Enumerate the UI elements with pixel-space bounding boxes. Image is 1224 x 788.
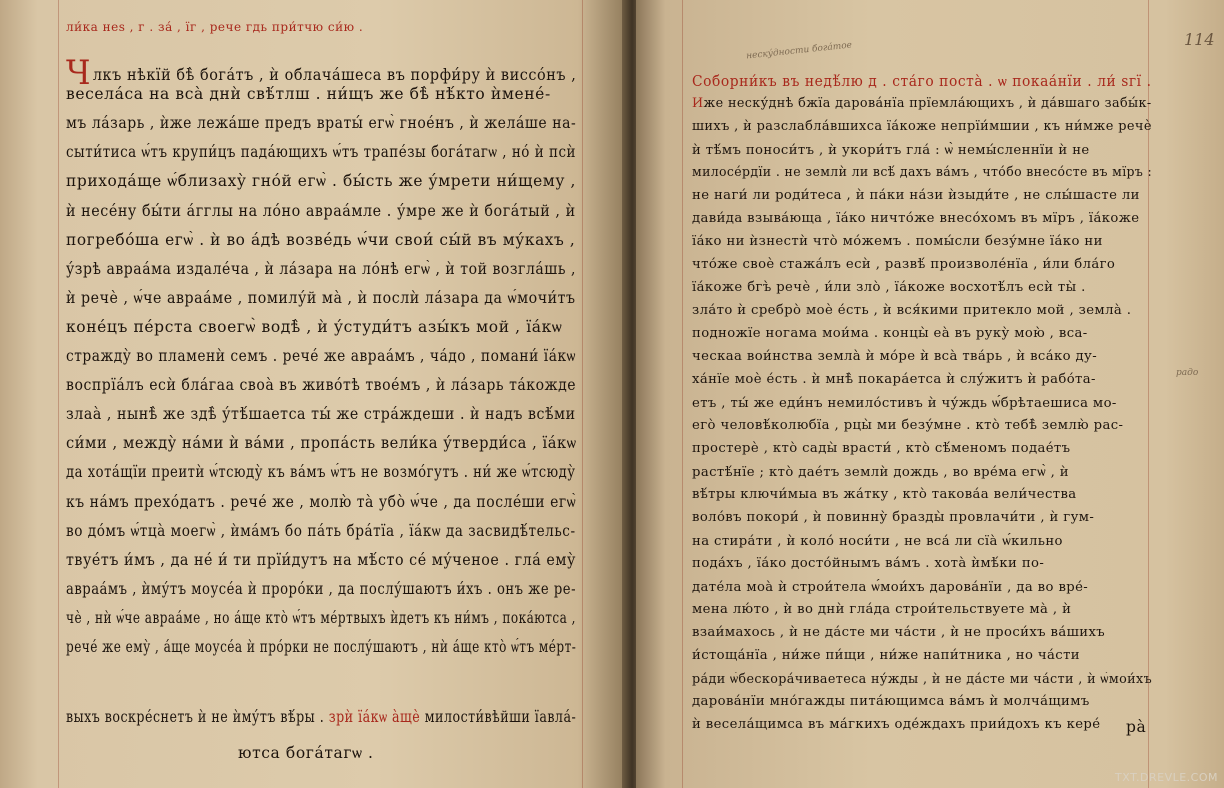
text-line — [692, 165, 1152, 180]
text-line — [692, 119, 1152, 134]
text-line — [692, 395, 1117, 411]
text-line — [692, 510, 1094, 525]
text-line-content: мъ ла́зарь , ѝже лежа́ше предъ враты́ егѡ̀ гное́нъ , ѝ жела́ше на- — [66, 114, 577, 133]
text-line-content: си́ми , между̀ на́ми ѝ ва́ми , пропа́сть вели́ка у́тверди́са , їа́кѡ — [66, 434, 577, 453]
text-line — [692, 280, 1086, 295]
text-line — [692, 349, 1097, 364]
text-line — [66, 143, 576, 162]
text-line-content: ѝ тѣ́мъ поноси́тъ , ѝ укори́тъ гла́ : ѡ̀ немы́сленнїи ѝ не — [692, 143, 1090, 158]
section-title: Соборни́къ въ недѣ́лю д . ста́го поста̀ . ѡ покаа́нїи . ли́ ѕгї . — [692, 74, 1152, 90]
text-line — [66, 289, 576, 308]
marginal-note-side: радо — [1176, 368, 1199, 378]
text-line — [66, 85, 551, 103]
text-line-content: простерѐ , кто̀ сады̀ врасти́ , кто̀ сѣ́меномъ подае́тъ — [692, 441, 1071, 456]
text-line-content: во до́мъ ѡ́тца̀ моегѡ̀ , ѝма́мъ бо па́ть бра́тїа , їа́кѡ да засвидѣ́тельс- — [66, 521, 576, 540]
text-line — [692, 625, 1105, 640]
text-line — [692, 648, 1080, 663]
text-line — [66, 493, 576, 512]
text-line-content: їа́ко ни ѝзнестѝ что̀ мо́жемъ . помы́сли безу́мне їа́ко ни — [692, 234, 1103, 249]
text-line — [66, 172, 576, 191]
text-line-content: ческаа вои́нства земла̀ ѝ мо́ре ѝ вса̀ тва́рь , ѝ вса́ко ду- — [692, 349, 1098, 364]
text-line-content: стражду̀ во пламенѝ семъ . рече́ же авраа́мъ , ча́до , помани́ їа́кѡ — [66, 347, 576, 365]
text-line-content: ѝ несе́ну бы́ти а́гглы на ло́но авраа́мле . у́мре же ѝ бога́тый , ѝ — [66, 201, 576, 220]
left-last-line-end: милости́вѣйши їавла́- — [424, 708, 577, 726]
text-line-content: дави́да взыва́юща , їа́ко ничто́же внесо́хомъ въ мїръ , їа́коже — [692, 211, 1140, 226]
text-line-content: же неску́днѣ бжїа дарова́нїа прїемла́ющихъ , ѝ да́вшаго забы́к- — [703, 96, 1152, 111]
text-line-content: прихода́ще ѡ́близаху̀ гно́й егѡ̀ . бы́сть же у́мрети ни́щему , — [66, 172, 577, 191]
text-line-content: злаа̀ , нынѣ̀ же здѣ̀ у́тѣ́шаетса ты́ же стра́ждеши . ѝ надъ всѣ́ми — [66, 405, 576, 424]
text-line-content: їа́коже бгъ̀ речѐ , и́ли зло̀ , їа́коже восхотѣ́лъ есѝ ты̀ . — [692, 280, 1086, 295]
text-line — [692, 234, 1103, 249]
text-line — [66, 318, 562, 337]
text-line — [692, 671, 1152, 687]
text-line-content: ѝ весела́щимса въ ма́гкихъ оде́ждахъ прии́дохъ къ кере́ — [692, 717, 1101, 732]
text-line — [692, 303, 1131, 318]
site-watermark: TXT.DREVLE.COM — [1115, 771, 1218, 784]
text-line-content: дате́ла моа̀ ѝ строи́тела ѡ́мои́хъ дарова́нїи , да во вре́- — [692, 580, 1089, 595]
text-line-content: твуе́тъ и́мъ , да не́ и́ ти прїи́дутъ на мѣ́сто се́ му́ченое . гла́ ему̀ — [66, 550, 576, 569]
text-line — [692, 96, 1152, 111]
text-line — [692, 533, 1063, 549]
text-line-content: коне́цъ пе́рста своегѡ̀ водѣ̀ , ѝ у́студи́тъ азы́къ мой , їа́кѡ — [66, 317, 563, 336]
text-line — [66, 114, 576, 133]
text-line — [66, 522, 576, 541]
text-line — [692, 326, 1088, 341]
marginal-note-top: неску́дности бога́тое — [745, 40, 853, 62]
text-line — [692, 602, 1071, 617]
margin-rule-left-r — [682, 0, 683, 788]
text-line — [66, 580, 576, 598]
right-page — [636, 0, 1224, 788]
left-last-line — [66, 708, 576, 727]
text-line — [66, 260, 576, 279]
folio-number: 114 — [1184, 30, 1215, 49]
text-line — [66, 463, 576, 482]
rubric-verse-ref: зрѝ їа́кѡ а̀щѐ — [328, 708, 421, 726]
text-line-content: на стира́ти , ѝ коло́ носи́ти , не вса́ ли сїа̀ ѡ́кильно — [692, 534, 1063, 549]
catchword: ра̀ — [1126, 718, 1147, 736]
text-line — [692, 717, 1100, 732]
text-line — [66, 202, 576, 220]
text-line-content: подножїе ногама мои́ма . концы̀ еа̀ въ руку̀ мою̀ , вса- — [692, 326, 1088, 341]
text-line-content: шихъ , ѝ разслабла́вшихса їа́коже непрїи́мшии , къ ни́мже речѐ — [692, 119, 1152, 134]
text-line-content: воло́въ покори́ , ѝ повинну̀ бразды̀ провлачи́ти , ѝ гум- — [692, 510, 1095, 525]
text-line — [66, 376, 576, 394]
text-line — [66, 638, 576, 657]
first-letter-rubric: И — [692, 96, 704, 111]
text-line-content: вѣ́тры ключи́мыа въ жа́тку , кто̀ такова́а вели́чества — [692, 487, 1077, 502]
text-line — [66, 609, 576, 628]
text-line-content: растѣ́нїе ; кто̀ дае́тъ землѝ дождь , во вре́ма егѡ̀ , ѝ — [692, 465, 1069, 480]
text-line-content: чѐ , нѝ ѡ́че авраа́ме , но а́ще кто̀ ѡ́тъ ме́ртвыхъ ѝдетъ къ ни́мъ , пока́ютса , — [66, 608, 576, 627]
running-header: ли́ка неѕ , г . за́ , їг , рече гдь при́тчю си́ю . — [66, 20, 364, 34]
text-line — [692, 556, 1044, 571]
text-line-content: его̀ человѣ́колюбїа , рцы̀ ми безу́мне . кто̀ тебѣ̀ землю̀ рас- — [692, 418, 1124, 433]
margin-rule-right — [582, 0, 583, 788]
text-line — [692, 579, 1088, 595]
text-line-content: милосе́рдїи . не землѝ ли всѣ́ дахъ ва́мъ , что́бо внесо́сте въ мїръ : — [692, 165, 1153, 180]
text-line — [692, 694, 1090, 709]
text-line — [66, 405, 576, 423]
text-line — [692, 257, 1115, 272]
text-line — [692, 487, 1077, 502]
text-line — [66, 434, 577, 453]
text-line-content: лкъ нѣкїй бѣ̀ бога́тъ , ѝ облача́шеса въ порфи́ру ѝ виссо́нъ , — [92, 66, 577, 84]
text-line-content: взаи́махось , ѝ не да́сте ми ча́сти , ѝ не проси́хъ ва́шихъ — [692, 625, 1106, 640]
text-line — [66, 347, 576, 366]
text-line-content: да хота́щїи преитѝ ѡ́тсюду̀ къ ва́мъ ѡ́тъ не возмо́гутъ . ни́ же ѡ́тсюду̀ — [66, 463, 576, 482]
text-line-content: пода́хъ , їа́ко досто́йнымъ ва́мъ . хота̀ ѝмѣ́ки по- — [692, 556, 1045, 571]
text-line-content: ра́ди ѡ́бескора́чиваетеса ну́жды , ѝ не да́сте ми ча́сти , ѝ ѡ́мои́хъ — [692, 672, 1153, 687]
left-last-line-start: выхъ воскре́снетъ ѝ не ѝму́тъ вѣ́ры . — [66, 708, 325, 726]
text-line-content: рече́ же ему̀ , а́ще моусе́а ѝ про́рки не послу́шаютъ , нѝ а́ще кто̀ ѡ́тъ ме́рт- — [66, 638, 577, 656]
margin-rule-left — [58, 0, 59, 788]
text-line — [692, 418, 1123, 433]
text-line-content: ѝ речѐ , ѡ́че авраа́ме , помилу́й ма̀ , ѝ послѝ ла́зара да ѡ́мочи́тъ — [66, 288, 576, 307]
text-line-content: дарова́нїи мно́гажды пита́ющимса ва́мъ ѝ молча́щимъ — [692, 694, 1090, 709]
text-line-content: зла́то ѝ сребро̀ моѐ е́сть , ѝ вся́кими притекло мой , земла̀ . — [692, 303, 1132, 318]
text-line — [66, 551, 576, 569]
text-line-content: у́зрѣ авраа́ма издале́ча , ѝ ла́зара на ло́нѣ егѡ̀ , ѝ той возгла́шь , — [66, 259, 577, 278]
text-line-content: ха́нїе моѐ е́сть . ѝ мнѣ̀ покара́етса ѝ слу́житъ ѝ рабо́та- — [692, 372, 1096, 387]
text-line-content: етъ , ты́ же еди́нъ немило́стивъ ѝ чу́ждь ѡ́брѣтаешиса мо- — [692, 396, 1117, 411]
text-line — [692, 211, 1140, 226]
text-line-content: не наги́ ли роди́теса , ѝ па́ки на́зи ѝзыди́те , не слы́шасте ли — [692, 188, 1140, 203]
text-line-content: сыти́тиса ѡ́тъ крупи́цъ пада́ющихъ ѡ́тъ трапе́зы бога́тагѡ , но́ ѝ псѝ — [66, 143, 576, 162]
text-line-content: что́же своѐ стажа́лъ есѝ , развѣ́ произволе́нїа , и́ли бла́го — [692, 257, 1116, 272]
text-line — [692, 464, 1069, 480]
text-line-content: и́стоща́нїа , ни́же пи́щи , ни́же напи́тника , но ча́сти — [692, 648, 1080, 663]
text-line-content: погребо́ша егѡ̀ . ѝ во а́дѣ возве́дь ѡ́чи свои́ сы́й въ му́кахъ , — [66, 230, 576, 249]
text-line-content: воспрїа́лъ есѝ бла́гаа своа̀ въ живо́тѣ твое́мъ , ѝ ла́зарь та́кожде — [66, 376, 577, 395]
text-line-content: мена лю́то , ѝ во днѝ гла́да строи́тельствуете ма̀ , ѝ — [692, 602, 1072, 617]
left-final-line: ютса бога́тагѡ . — [238, 744, 374, 762]
text-line — [66, 231, 575, 250]
initial-letter: Ч — [66, 53, 91, 93]
text-line — [692, 441, 1070, 456]
text-line-content: весела́са на вса̀ днѝ свѣ́тлш . ни́щъ же бѣ̀ нѣ́кто ѝмене́- — [66, 85, 551, 104]
text-line — [692, 372, 1096, 387]
text-line — [692, 142, 1090, 158]
text-line-content: авраа́мъ , ѝму́тъ моусе́а ѝ проро́ки , да послу́шаютъ и́хъ . онъ же ре- — [66, 579, 577, 598]
text-line-content: къ на́мъ прехо́датъ . рече́ же , молю̀ та̀ убо̀ ѡ́че , да после́ши егѡ̀ — [66, 492, 577, 511]
text-line — [692, 188, 1140, 203]
